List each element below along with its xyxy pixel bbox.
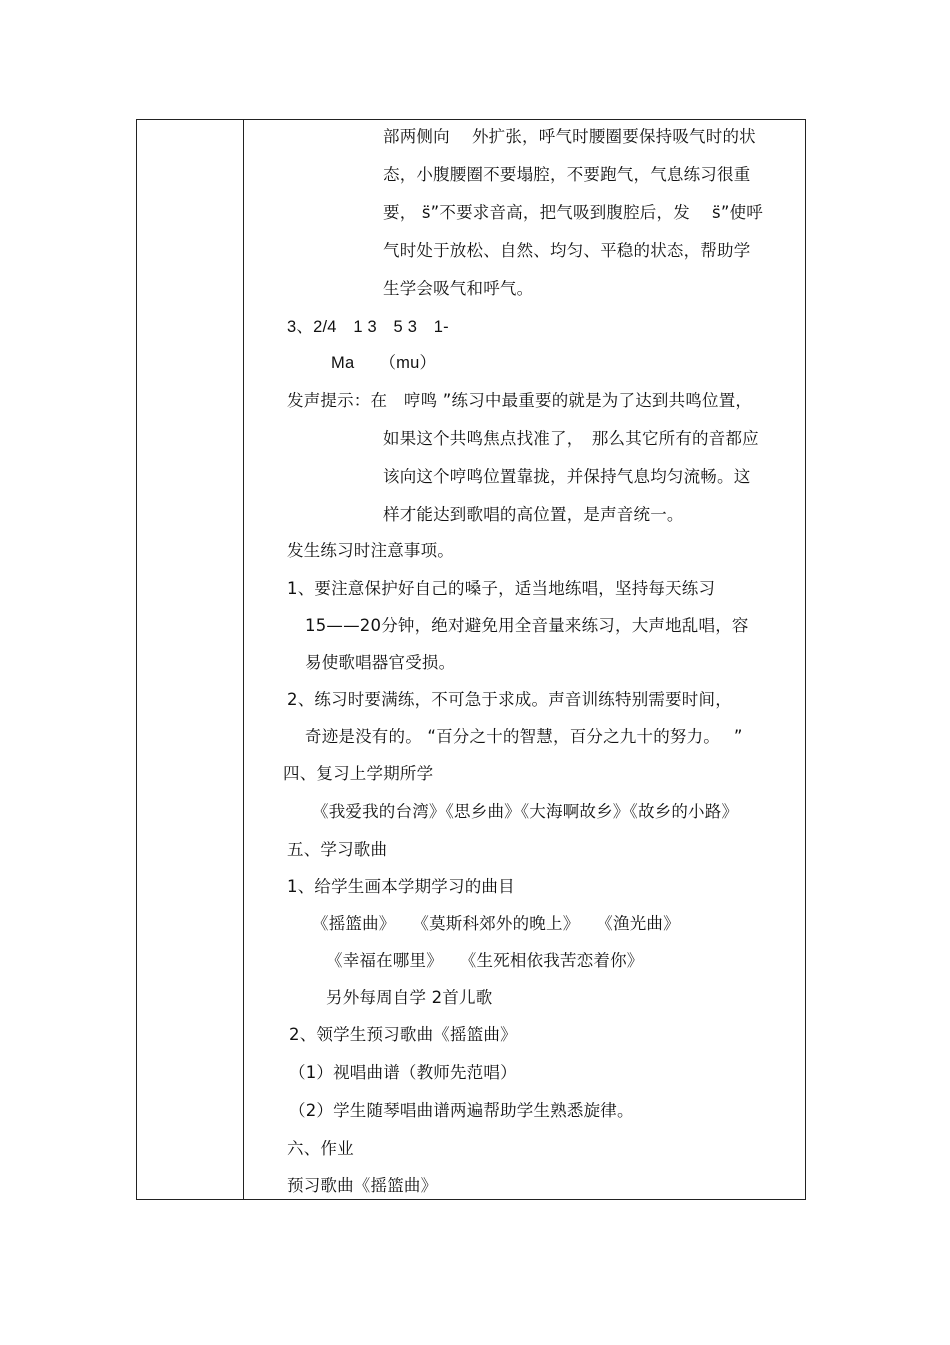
text-line: 易使歌唱器官受损。 [305,653,456,672]
song-list: 《幸福在哪里》 《生死相依我苦恋着你》 [326,951,644,970]
text-line: 奇迹是没有的。 “百分之十的智慧，百分之九十的努力。 ” [305,727,743,746]
text-line: 样才能达到歌唱的高位置，是声音统一。 [383,505,684,524]
section-heading: 五、学习歌曲 [287,840,388,859]
text-line: 预习歌曲《摇篮曲》 [287,1176,438,1195]
song-list: 《我爱我的台湾》《思乡曲》《大海啊故乡》《故乡的小路》 [312,802,739,821]
text-line: 2、练习时要满练，不可急于求成。声音训练特别需要时间， [287,690,732,709]
text-line: 部两侧向 外扩张，呼气时腰圈要保持吸气时的状 [383,127,756,146]
text-line: 要， s̈”不要求音高，把气吸到腹腔后，发 s̈”使呼 [383,203,763,222]
text-line: 生学会吸气和呼气。 [383,279,534,298]
text-line: （1）视唱曲谱（教师先范唱） [289,1063,517,1082]
text-line: 另外每周自学 2首儿歌 [326,988,493,1007]
song-list: 《摇篮曲》 《莫斯科郊外的晚上》 《渔光曲》 [312,914,680,933]
text-line: 1、要注意保护好自己的嗓子，适当地练唱，坚持每天练习 [287,579,716,598]
text-line: 该向这个哼鸣位置靠拢，并保持气息均匀流畅。这 [383,467,751,486]
text-line: 如果这个共鸣焦点找准了， 那么其它所有的音都应 [383,429,759,448]
section-heading: 四、复习上学期所学 [283,764,434,783]
text-line: 15——20分钟，绝对避免用全音量来练习，大声地乱唱，容 [305,616,749,635]
text-line: 态，小腹腰圈不要塌腔，不要跑气，气息练习很重 [383,165,751,184]
table-column-divider [243,119,244,1200]
notation-line: 3、2/4 1 3 5 3 1- [287,318,449,336]
text-line: （2）学生随琴唱曲谱两遍帮助学生熟悉旋律。 [289,1101,634,1120]
syllable-line: Ma （mu） [331,354,437,372]
text-line: 气时处于放松、自然、均匀、平稳的状态，帮助学 [383,241,751,260]
text-line: 发声提示：在 哼鸣 ”练习中最重要的就是为了达到共鸣位置， [287,391,753,410]
section-heading: 发生练习时注意事项。 [287,541,454,560]
text-line: 2、领学生预习歌曲《摇篮曲》 [289,1025,517,1044]
section-heading: 六、作业 [287,1139,354,1158]
text-line: 1、给学生画本学期学习的曲目 [287,877,515,896]
